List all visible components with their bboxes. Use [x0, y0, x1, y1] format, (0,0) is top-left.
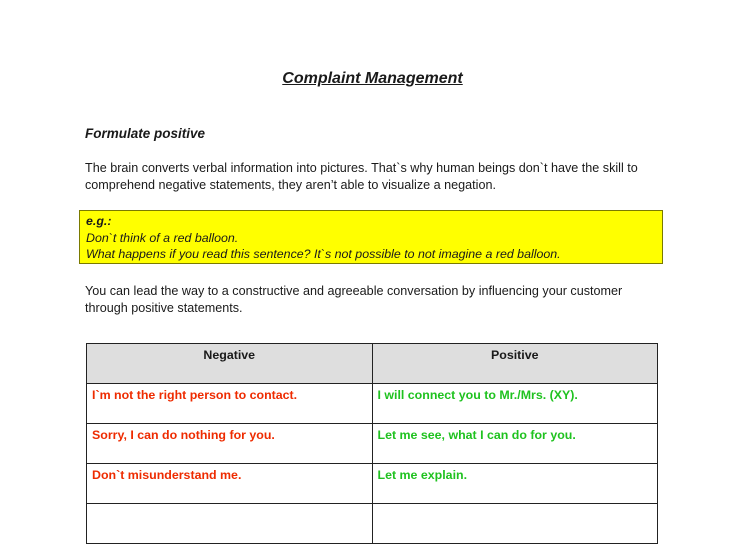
intro-paragraph: The brain converts verbal information into pictures. That`s why human beings don`t have the skill to comprehend negative statements, they aren’t able to visualize a negation.	[85, 161, 638, 192]
example-label: e.g.:	[86, 214, 112, 228]
guidance-paragraph: You can lead the way to a constructive and agreeable conversation by influencing your customer through positive statements.	[85, 284, 623, 315]
table-row	[87, 424, 658, 464]
positive-phrase	[372, 504, 658, 544]
example-line-2: What happens if you read this sentence? It`s not possible to not imagine a red balloon.	[86, 247, 561, 261]
positive-phrase: Let me see, what I can do for you.	[372, 424, 658, 464]
negative-phrase	[87, 504, 373, 544]
example-callout	[79, 210, 663, 264]
example-line-1: Don`t think of a red balloon.	[86, 230, 239, 245]
phrase-comparison-table	[86, 343, 658, 544]
header-positive: Positive	[372, 344, 658, 384]
table-row	[87, 464, 658, 504]
negative-phrase: Don`t misunderstand me.	[87, 464, 373, 504]
positive-phrase: Let me explain.	[372, 464, 658, 504]
section-heading: Formulate positive	[85, 126, 206, 141]
positive-phrase: I will connect you to Mr./Mrs. (XY).	[372, 384, 658, 424]
negative-phrase: I`m not the right person to contact.	[87, 384, 373, 424]
negative-phrase: Sorry, I can do nothing for you.	[87, 424, 373, 464]
table-row	[87, 504, 658, 544]
table-header-row	[87, 344, 658, 384]
table-row	[87, 384, 658, 424]
header-negative: Negative	[87, 344, 373, 384]
document-title: Complaint Management	[282, 70, 463, 87]
